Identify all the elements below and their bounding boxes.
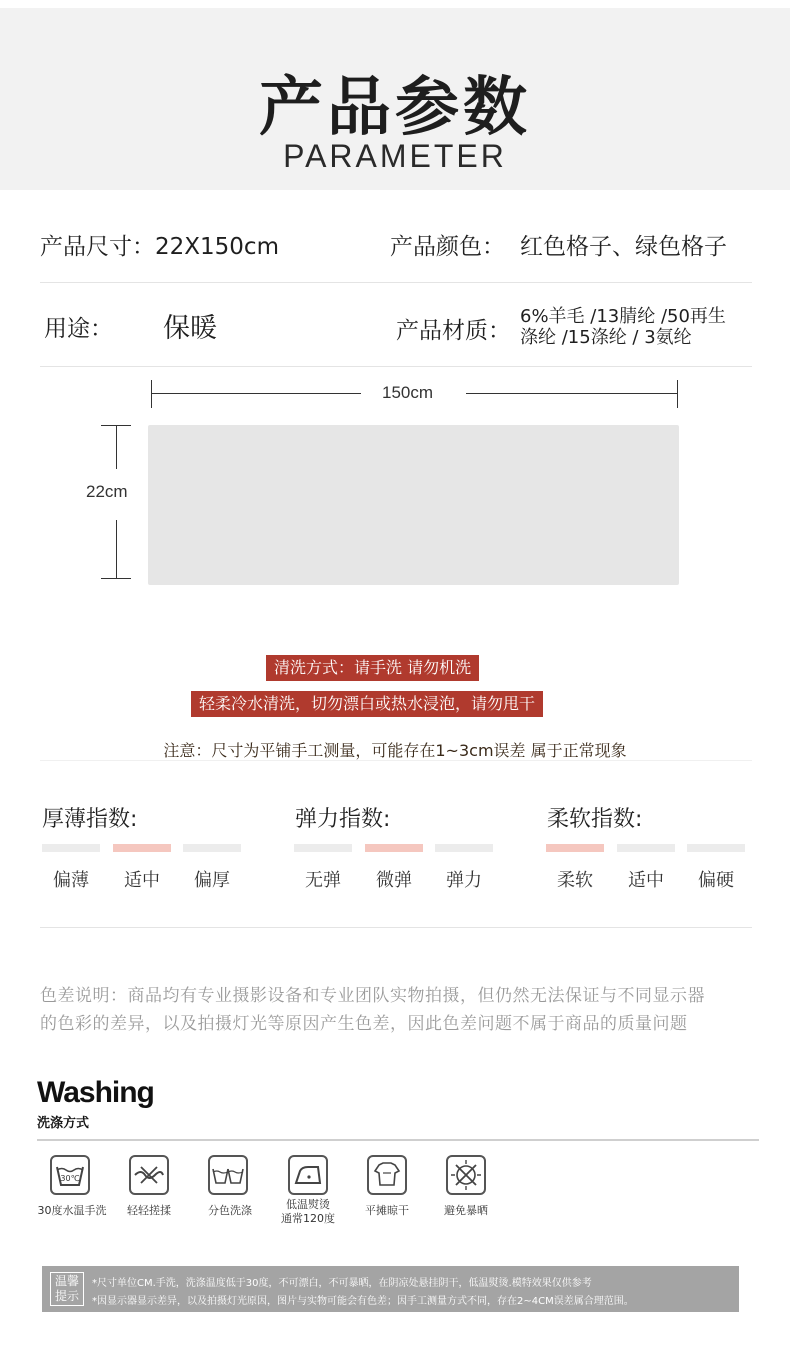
elasticity-option-stretch: 弹力: [446, 870, 482, 891]
thickness-option-medium: 适中: [124, 870, 160, 891]
divider: [40, 927, 752, 928]
use-spec-value: 保暖: [163, 313, 217, 344]
tips-box: [42, 1266, 739, 1312]
softness-option-medium: 适中: [628, 870, 664, 891]
care-method-tag: 清洗方式：请手洗 请勿机洗: [266, 655, 479, 681]
width-dimension-label: 150cm: [382, 383, 434, 402]
page-subtitle: PARAMETER: [283, 138, 507, 174]
size-spec: 产品尺寸：22X150cm: [40, 234, 279, 260]
divider: [40, 282, 752, 283]
width-dimension-tick-right: [677, 380, 678, 408]
elasticity-option-slight: 微弹: [376, 870, 412, 891]
tips-line2: *因显示器显示差异，以及拍摄灯光原因，图片与实物可能会有色差；因手工测量方式不同，存在2~4CM误差属合理范围。: [92, 1296, 634, 1307]
page-title: 产品参数: [259, 71, 531, 145]
color-spec-label: 产品颜色：: [390, 234, 505, 260]
softness-bar-soft: [546, 844, 604, 852]
height-dimension-line: [116, 425, 117, 469]
material-spec-label: 产品材质：: [396, 318, 511, 344]
material-spec-line2: 涤纶 /15涤纶 / 3氨纶: [520, 327, 692, 348]
width-dimension-line: [151, 393, 361, 394]
no-wring-label: 轻轻搓揉: [127, 1204, 171, 1217]
product-outline: [148, 425, 679, 585]
low-iron-label: 低温熨烫 通常120度: [281, 1198, 335, 1225]
elasticity-bar-none: [294, 844, 352, 852]
no-wring-icon: [129, 1155, 169, 1195]
color-disclaimer-line1: 色差说明：商品均有专业摄影设备和专业团队实物拍摄，但仍然无法保证与不同显示器: [40, 986, 705, 1006]
width-dimension-tick-left: [151, 380, 152, 408]
washing-subtitle: 洗涤方式: [37, 1116, 90, 1131]
care-detail-tag: 轻柔冷水清洗，切勿漂白或热水浸泡，请勿甩干: [191, 691, 543, 717]
use-spec-label: 用途：: [44, 316, 113, 342]
wash-30-label: 30度水温手洗: [37, 1204, 107, 1217]
divider: [40, 760, 752, 761]
low-iron-icon: [288, 1155, 328, 1195]
softness-index-title: 柔软指数:: [547, 807, 643, 832]
elasticity-bar-stretch: [435, 844, 493, 852]
thickness-bar-medium: [113, 844, 171, 852]
separate-wash-icon: [208, 1155, 248, 1195]
divider: [40, 366, 752, 367]
thickness-index-title: 厚薄指数:: [42, 807, 138, 832]
elasticity-index-title: 弹力指数:: [295, 807, 391, 832]
width-dimension-line: [466, 393, 678, 394]
tips-badge: 温馨 提示: [50, 1272, 84, 1306]
wash-30-icon: [50, 1155, 90, 1195]
washing-title: Washing: [37, 1076, 154, 1109]
height-dimension-tick-bottom: [101, 578, 131, 579]
washing-divider: [37, 1139, 759, 1141]
material-spec-line1: 6%羊毛 /13腈纶 /50再生: [520, 306, 726, 327]
softness-option-soft: 柔软: [557, 870, 593, 891]
color-disclaimer-line2: 的色彩的差异，以及拍摄灯光等原因产生色差，因此色差问题不属于商品的质量问题: [40, 1014, 688, 1034]
flat-dry-label: 平摊晾干: [365, 1204, 409, 1217]
softness-option-hard: 偏硬: [698, 870, 734, 891]
color-spec-value: 红色格子、绿色格子: [520, 234, 727, 260]
softness-bar-hard: [687, 844, 745, 852]
separate-wash-label: 分色洗涤: [208, 1204, 252, 1217]
softness-bar-medium: [617, 844, 675, 852]
elasticity-bar-slight: [365, 844, 423, 852]
wash-temp-text: 30℃: [60, 1174, 80, 1183]
tips-line1: *尺寸单位CM.手洗，洗涤温度低于30度，不可漂白，不可暴晒，在阴凉处悬挂阴干，低温熨烫.模特效果仅供参考: [92, 1278, 592, 1289]
thickness-option-thin: 偏薄: [53, 870, 89, 891]
height-dimension-line: [116, 520, 117, 578]
thickness-bar-thick: [183, 844, 241, 852]
thickness-option-thick: 偏厚: [194, 870, 230, 891]
flat-dry-icon: [367, 1155, 407, 1195]
measurement-note: 注意：尺寸为平铺手工测量，可能存在1~3cm误差 属于正常现象: [163, 741, 627, 760]
no-sun-label: 避免暴晒: [444, 1204, 488, 1217]
header-banner: [0, 8, 790, 190]
no-sun-icon: [446, 1155, 486, 1195]
height-dimension-label: 22cm: [86, 482, 128, 501]
thickness-bar-thin: [42, 844, 100, 852]
elasticity-option-none: 无弹: [305, 870, 341, 891]
